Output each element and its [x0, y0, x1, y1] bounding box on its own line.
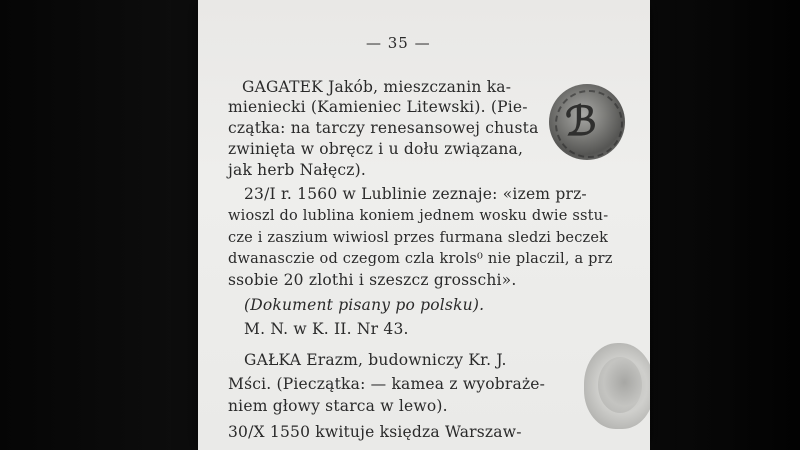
- book-page: [198, 0, 650, 450]
- entry-gagatek-reference: M. N. w K. II. Nr 43.: [244, 320, 409, 338]
- entry-galka-line-1: GAŁKA Erazm, budowniczy Kr. J.: [244, 351, 507, 369]
- entry-gagatek-note: (Dokument pisany po polsku).: [244, 296, 485, 314]
- seal-image-gagatek: ℬ: [549, 84, 625, 160]
- entry-gagatek-line-10: ssobie 20 zlothi i szeszcz grosschi».: [228, 271, 517, 289]
- entry-gagatek-line-3: czątka: na tarczy renesansowej chusta: [228, 119, 539, 137]
- entry-gagatek-line-1: GAGATEK Jakób, mieszczanin ka-: [242, 78, 512, 96]
- page-number: — 35 —: [366, 34, 431, 52]
- entry-galka-line-2: Mści. (Pieczątka: — kamea z wyobraże-: [228, 375, 546, 393]
- entry-gagatek-line-8: cze i zaszium wiwiosl przes furmana sledzi beczek: [228, 230, 609, 246]
- entry-gagatek-line-2: mieniecki (Kamieniec Litewski). (Pie-: [228, 98, 528, 116]
- entry-gagatek-line-5: jak herb Nałęcz).: [228, 161, 367, 179]
- entry-galka-line-3: niem głowy starca w lewo).: [228, 397, 448, 415]
- entry-gagatek-line-9: dwanasczie od czegom czla krols⁰ nie placzil, a prz: [228, 251, 613, 267]
- seal-image-galka: [584, 343, 650, 429]
- entry-gagatek-line-7: wioszl do lublina koniem jednem wosku dwie sstu-: [228, 208, 609, 224]
- entry-galka-line-4: 30/X 1550 kwituje księdza Warszaw-: [228, 423, 522, 441]
- entry-gagatek-line-4: zwinięta w obręcz i u dołu związana,: [228, 140, 524, 158]
- entry-gagatek-line-6: 23/I r. 1560 w Lublinie zeznaje: «izem prz-: [244, 185, 587, 203]
